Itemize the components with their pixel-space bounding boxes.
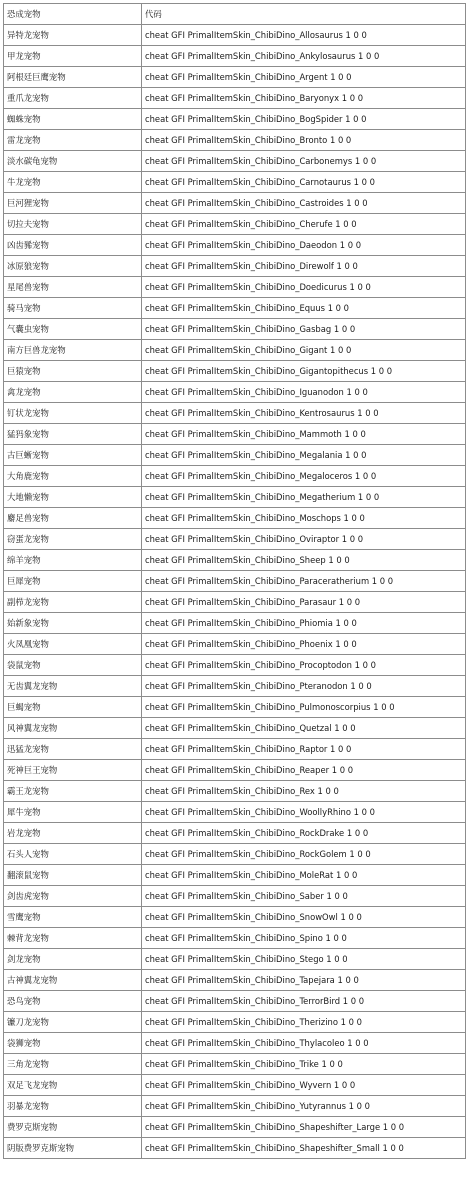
table-row — [4, 886, 466, 907]
pet-name-cell[interactable]: 骑马宠物 — [4, 298, 142, 319]
cheat-code-cell[interactable]: cheat GFI PrimalItemSkin_ChibiDino_Thylacoleo 1 0 0 — [142, 1033, 466, 1054]
table-row — [4, 1033, 466, 1054]
cheat-code-cell[interactable]: cheat GFI PrimalItemSkin_ChibiDino_TerrorBird 1 0 0 — [142, 991, 466, 1012]
pet-name-cell[interactable]: 火凤凰宠物 — [4, 634, 142, 655]
pet-name-cell[interactable]: 袋鼠宠物 — [4, 655, 142, 676]
table-row — [4, 970, 466, 991]
pet-name-cell[interactable]: 巨猿宠物 — [4, 361, 142, 382]
table-row — [4, 172, 466, 193]
table-row — [4, 865, 466, 886]
table-row — [4, 655, 466, 676]
pet-name-cell[interactable]: 蜘蛛宠物 — [4, 109, 142, 130]
cheat-code-cell[interactable]: cheat GFI PrimalItemSkin_ChibiDino_Bronto 1 0 0 — [142, 130, 466, 151]
pet-name-cell[interactable]: 大角鹿宠物 — [4, 466, 142, 487]
cheat-code-cell[interactable]: cheat GFI PrimalItemSkin_ChibiDino_Phiomia 1 0 0 — [142, 613, 466, 634]
pet-name-cell[interactable]: 淡水碳龟宠物 — [4, 151, 142, 172]
cheat-code-cell[interactable]: cheat GFI PrimalItemSkin_ChibiDino_Shapeshifter_Small 1 0 0 — [142, 1138, 466, 1159]
pet-name-cell[interactable]: 犀牛宠物 — [4, 802, 142, 823]
cheat-code-cell[interactable]: cheat GFI PrimalItemSkin_ChibiDino_Moschops 1 0 0 — [142, 508, 466, 529]
table-row — [4, 298, 466, 319]
pet-name-cell[interactable]: 阿根廷巨鹰宠物 — [4, 67, 142, 88]
header-cell-code[interactable]: 代码 — [142, 4, 466, 25]
table-row — [4, 928, 466, 949]
table-row — [4, 67, 466, 88]
table-row — [4, 361, 466, 382]
cheat-code-cell[interactable]: cheat GFI PrimalItemSkin_ChibiDino_Megatherium 1 0 0 — [142, 487, 466, 508]
pet-name-cell[interactable]: 古巨蜥宠物 — [4, 445, 142, 466]
pet-name-cell[interactable]: 气囊虫宠物 — [4, 319, 142, 340]
table-row — [4, 823, 466, 844]
cheat-code-cell[interactable]: cheat GFI PrimalItemSkin_ChibiDino_Rex 1 0 0 — [142, 781, 466, 802]
cheat-code-cell[interactable]: cheat GFI PrimalItemSkin_ChibiDino_Trike 1 0 0 — [142, 1054, 466, 1075]
cheat-code-cell[interactable]: cheat GFI PrimalItemSkin_ChibiDino_Direwolf 1 0 0 — [142, 256, 466, 277]
cheat-code-cell[interactable]: cheat GFI PrimalItemSkin_ChibiDino_Pteranodon 1 0 0 — [142, 676, 466, 697]
cheat-code-cell[interactable]: cheat GFI PrimalItemSkin_ChibiDino_Argent 1 0 0 — [142, 67, 466, 88]
table-row — [4, 1138, 466, 1159]
pet-name-cell[interactable]: 猛犸象宠物 — [4, 424, 142, 445]
table-row — [4, 277, 466, 298]
pet-name-cell[interactable]: 牛龙宠物 — [4, 172, 142, 193]
cheat-code-cell[interactable]: cheat GFI PrimalItemSkin_ChibiDino_Megalania 1 0 0 — [142, 445, 466, 466]
table-row — [4, 739, 466, 760]
pet-name-cell[interactable]: 镰刀龙宠物 — [4, 1012, 142, 1033]
table-row — [4, 613, 466, 634]
pet-name-cell[interactable]: 无齿翼龙宠物 — [4, 676, 142, 697]
pet-name-cell[interactable]: 袋狮宠物 — [4, 1033, 142, 1054]
table-row — [4, 424, 466, 445]
cheat-code-cell[interactable]: cheat GFI PrimalItemSkin_ChibiDino_BogSpider 1 0 0 — [142, 109, 466, 130]
cheat-code-cell[interactable]: cheat GFI PrimalItemSkin_ChibiDino_Allosaurus 1 0 0 — [142, 25, 466, 46]
pet-name-cell[interactable]: 副栉龙宠物 — [4, 592, 142, 613]
table-row — [4, 1117, 466, 1138]
cheat-code-cell[interactable]: cheat GFI PrimalItemSkin_ChibiDino_RockDrake 1 0 0 — [142, 823, 466, 844]
table-row — [4, 382, 466, 403]
cheat-code-cell[interactable]: cheat GFI PrimalItemSkin_ChibiDino_Pulmonoscorpius 1 0 0 — [142, 697, 466, 718]
cheat-code-cell[interactable]: cheat GFI PrimalItemSkin_ChibiDino_Tapejara 1 0 0 — [142, 970, 466, 991]
table-row — [4, 1096, 466, 1117]
table-row — [4, 487, 466, 508]
spreadsheet-view — [3, 3, 465, 1159]
table-row — [4, 46, 466, 67]
cheat-code-cell[interactable]: cheat GFI PrimalItemSkin_ChibiDino_Shapeshifter_Large 1 0 0 — [142, 1117, 466, 1138]
cheat-code-cell[interactable]: cheat GFI PrimalItemSkin_ChibiDino_Megaloceros 1 0 0 — [142, 466, 466, 487]
table-row — [4, 781, 466, 802]
pet-name-cell[interactable]: 星尾兽宠物 — [4, 277, 142, 298]
pet-name-cell[interactable]: 重爪龙宠物 — [4, 88, 142, 109]
pet-name-cell[interactable]: 巨蝎宠物 — [4, 697, 142, 718]
pet-name-cell[interactable]: 巨河狸宠物 — [4, 193, 142, 214]
cheat-code-cell[interactable]: cheat GFI PrimalItemSkin_ChibiDino_Wyvern 1 0 0 — [142, 1075, 466, 1096]
table-row — [4, 697, 466, 718]
cheat-code-cell[interactable]: cheat GFI PrimalItemSkin_ChibiDino_Gasbag 1 0 0 — [142, 319, 466, 340]
pet-name-cell[interactable]: 大地懒宠物 — [4, 487, 142, 508]
pet-name-cell[interactable]: 钉状龙宠物 — [4, 403, 142, 424]
pet-name-cell[interactable]: 双足飞龙宠物 — [4, 1075, 142, 1096]
pet-name-cell[interactable]: 异特龙宠物 — [4, 25, 142, 46]
cheat-code-cell[interactable]: cheat GFI PrimalItemSkin_ChibiDino_Iguanodon 1 0 0 — [142, 382, 466, 403]
cheat-code-cell[interactable]: cheat GFI PrimalItemSkin_ChibiDino_Kentrosaurus 1 0 0 — [142, 403, 466, 424]
pet-name-cell[interactable]: 古神翼龙宠物 — [4, 970, 142, 991]
table-row — [4, 508, 466, 529]
cheat-code-cell[interactable]: cheat GFI PrimalItemSkin_ChibiDino_WoollyRhino 1 0 0 — [142, 802, 466, 823]
pet-name-cell[interactable]: 切拉夫宠物 — [4, 214, 142, 235]
pet-name-cell[interactable]: 雪鹰宠物 — [4, 907, 142, 928]
table-row — [4, 760, 466, 781]
table-row — [4, 319, 466, 340]
cheat-code-cell[interactable]: cheat GFI PrimalItemSkin_ChibiDino_Gigant 1 0 0 — [142, 340, 466, 361]
cheat-code-cell[interactable]: cheat GFI PrimalItemSkin_ChibiDino_Parasaur 1 0 0 — [142, 592, 466, 613]
cheat-code-cell[interactable]: cheat GFI PrimalItemSkin_ChibiDino_MoleRat 1 0 0 — [142, 865, 466, 886]
table-row — [4, 403, 466, 424]
pet-name-cell[interactable]: 窃蛋龙宠物 — [4, 529, 142, 550]
pet-name-cell[interactable]: 风神翼龙宠物 — [4, 718, 142, 739]
table-row — [4, 802, 466, 823]
table-row — [4, 1054, 466, 1075]
table-row — [4, 88, 466, 109]
cheat-code-cell[interactable]: cheat GFI PrimalItemSkin_ChibiDino_RockGolem 1 0 0 — [142, 844, 466, 865]
cheat-code-cell[interactable]: cheat GFI PrimalItemSkin_ChibiDino_Castroides 1 0 0 — [142, 193, 466, 214]
pet-name-cell[interactable]: 始新象宠物 — [4, 613, 142, 634]
cheat-code-cell[interactable]: cheat GFI PrimalItemSkin_ChibiDino_Ankylosaurus 1 0 0 — [142, 46, 466, 67]
cheat-code-cell[interactable]: cheat GFI PrimalItemSkin_ChibiDino_Saber 1 0 0 — [142, 886, 466, 907]
table-row — [4, 949, 466, 970]
table-row — [4, 193, 466, 214]
table-row — [4, 466, 466, 487]
cheat-code-cell[interactable]: cheat GFI PrimalItemSkin_ChibiDino_Phoenix 1 0 0 — [142, 634, 466, 655]
cheat-code-cell[interactable]: cheat GFI PrimalItemSkin_ChibiDino_Quetzal 1 0 0 — [142, 718, 466, 739]
pet-name-cell[interactable]: 霸王龙宠物 — [4, 781, 142, 802]
cheat-code-cell[interactable]: cheat GFI PrimalItemSkin_ChibiDino_SnowOwl 1 0 0 — [142, 907, 466, 928]
cheat-code-cell[interactable]: cheat GFI PrimalItemSkin_ChibiDino_Spino 1 0 0 — [142, 928, 466, 949]
cheat-code-cell[interactable]: cheat GFI PrimalItemSkin_ChibiDino_Procoptodon 1 0 0 — [142, 655, 466, 676]
pet-name-cell[interactable]: 冰原狼宠物 — [4, 256, 142, 277]
table-row — [4, 235, 466, 256]
table-row — [4, 1075, 466, 1096]
pet-name-cell[interactable]: 岩龙宠物 — [4, 823, 142, 844]
table-row — [4, 571, 466, 592]
pet-name-cell[interactable]: 恐鸟宠物 — [4, 991, 142, 1012]
table-row — [4, 25, 466, 46]
table-row — [4, 340, 466, 361]
header-cell-pet[interactable]: 恐成宠物 — [4, 4, 142, 25]
table-row — [4, 130, 466, 151]
pet-name-cell[interactable]: 巨犀宠物 — [4, 571, 142, 592]
table-row — [4, 844, 466, 865]
pet-name-cell[interactable]: 雷龙宠物 — [4, 130, 142, 151]
cheat-code-cell[interactable]: cheat GFI PrimalItemSkin_ChibiDino_Reaper 1 0 0 — [142, 760, 466, 781]
table-row — [4, 907, 466, 928]
cheat-code-cell[interactable]: cheat GFI PrimalItemSkin_ChibiDino_Equus 1 0 0 — [142, 298, 466, 319]
pet-code-table — [3, 3, 466, 1159]
cheat-code-cell[interactable]: cheat GFI PrimalItemSkin_ChibiDino_Oviraptor 1 0 0 — [142, 529, 466, 550]
cheat-code-cell[interactable]: cheat GFI PrimalItemSkin_ChibiDino_Carnotaurus 1 0 0 — [142, 172, 466, 193]
cheat-code-cell[interactable]: cheat GFI PrimalItemSkin_ChibiDino_Sheep 1 0 0 — [142, 550, 466, 571]
pet-name-cell[interactable]: 棘背龙宠物 — [4, 928, 142, 949]
cheat-code-cell[interactable]: cheat GFI PrimalItemSkin_ChibiDino_Yutyrannus 1 0 0 — [142, 1096, 466, 1117]
table-row — [4, 151, 466, 172]
cheat-code-cell[interactable]: cheat GFI PrimalItemSkin_ChibiDino_Carbonemys 1 0 0 — [142, 151, 466, 172]
cheat-code-cell[interactable]: cheat GFI PrimalItemSkin_ChibiDino_Mammoth 1 0 0 — [142, 424, 466, 445]
table-row — [4, 109, 466, 130]
cheat-code-cell[interactable]: cheat GFI PrimalItemSkin_ChibiDino_Raptor 1 0 0 — [142, 739, 466, 760]
table-row — [4, 214, 466, 235]
table-row — [4, 256, 466, 277]
cheat-code-cell[interactable]: cheat GFI PrimalItemSkin_ChibiDino_Therizino 1 0 0 — [142, 1012, 466, 1033]
pet-name-cell[interactable]: 凶齿豨宠物 — [4, 235, 142, 256]
pet-name-cell[interactable]: 翻滚鼠宠物 — [4, 865, 142, 886]
pet-name-cell[interactable]: 甲龙宠物 — [4, 46, 142, 67]
pet-name-cell[interactable]: 死神巨王宠物 — [4, 760, 142, 781]
table-row — [4, 676, 466, 697]
cheat-code-cell[interactable]: cheat GFI PrimalItemSkin_ChibiDino_Cherufe 1 0 0 — [142, 214, 466, 235]
pet-name-cell[interactable]: 南方巨兽龙宠物 — [4, 340, 142, 361]
pet-name-cell[interactable]: 羽暴龙宠物 — [4, 1096, 142, 1117]
cheat-code-cell[interactable]: cheat GFI PrimalItemSkin_ChibiDino_Paraceratherium 1 0 0 — [142, 571, 466, 592]
table-row — [4, 634, 466, 655]
table-row — [4, 991, 466, 1012]
pet-name-cell[interactable]: 禽龙宠物 — [4, 382, 142, 403]
cheat-code-cell[interactable]: cheat GFI PrimalItemSkin_ChibiDino_Doedicurus 1 0 0 — [142, 277, 466, 298]
pet-name-cell[interactable]: 麝足兽宠物 — [4, 508, 142, 529]
table-row — [4, 592, 466, 613]
table-row — [4, 1012, 466, 1033]
table-body — [4, 4, 466, 1159]
pet-name-cell[interactable]: 费罗克斯宠物 — [4, 1117, 142, 1138]
pet-name-cell[interactable]: 剑齿虎宠物 — [4, 886, 142, 907]
cheat-code-cell[interactable]: cheat GFI PrimalItemSkin_ChibiDino_Gigantopithecus 1 0 0 — [142, 361, 466, 382]
cheat-code-cell[interactable]: cheat GFI PrimalItemSkin_ChibiDino_Baryonyx 1 0 0 — [142, 88, 466, 109]
table-row — [4, 718, 466, 739]
pet-name-cell[interactable]: 三角龙宠物 — [4, 1054, 142, 1075]
table-row — [4, 529, 466, 550]
cheat-code-cell[interactable]: cheat GFI PrimalItemSkin_ChibiDino_Daeodon 1 0 0 — [142, 235, 466, 256]
cheat-code-cell[interactable]: cheat GFI PrimalItemSkin_ChibiDino_Stego 1 0 0 — [142, 949, 466, 970]
pet-name-cell[interactable]: 石头人宠物 — [4, 844, 142, 865]
pet-name-cell[interactable]: 阴版费罗克斯宠物 — [4, 1138, 142, 1159]
table-row — [4, 445, 466, 466]
table-header-row — [4, 4, 466, 25]
pet-name-cell[interactable]: 剑龙宠物 — [4, 949, 142, 970]
pet-name-cell[interactable]: 迅猛龙宠物 — [4, 739, 142, 760]
table-row — [4, 550, 466, 571]
pet-name-cell[interactable]: 绵羊宠物 — [4, 550, 142, 571]
